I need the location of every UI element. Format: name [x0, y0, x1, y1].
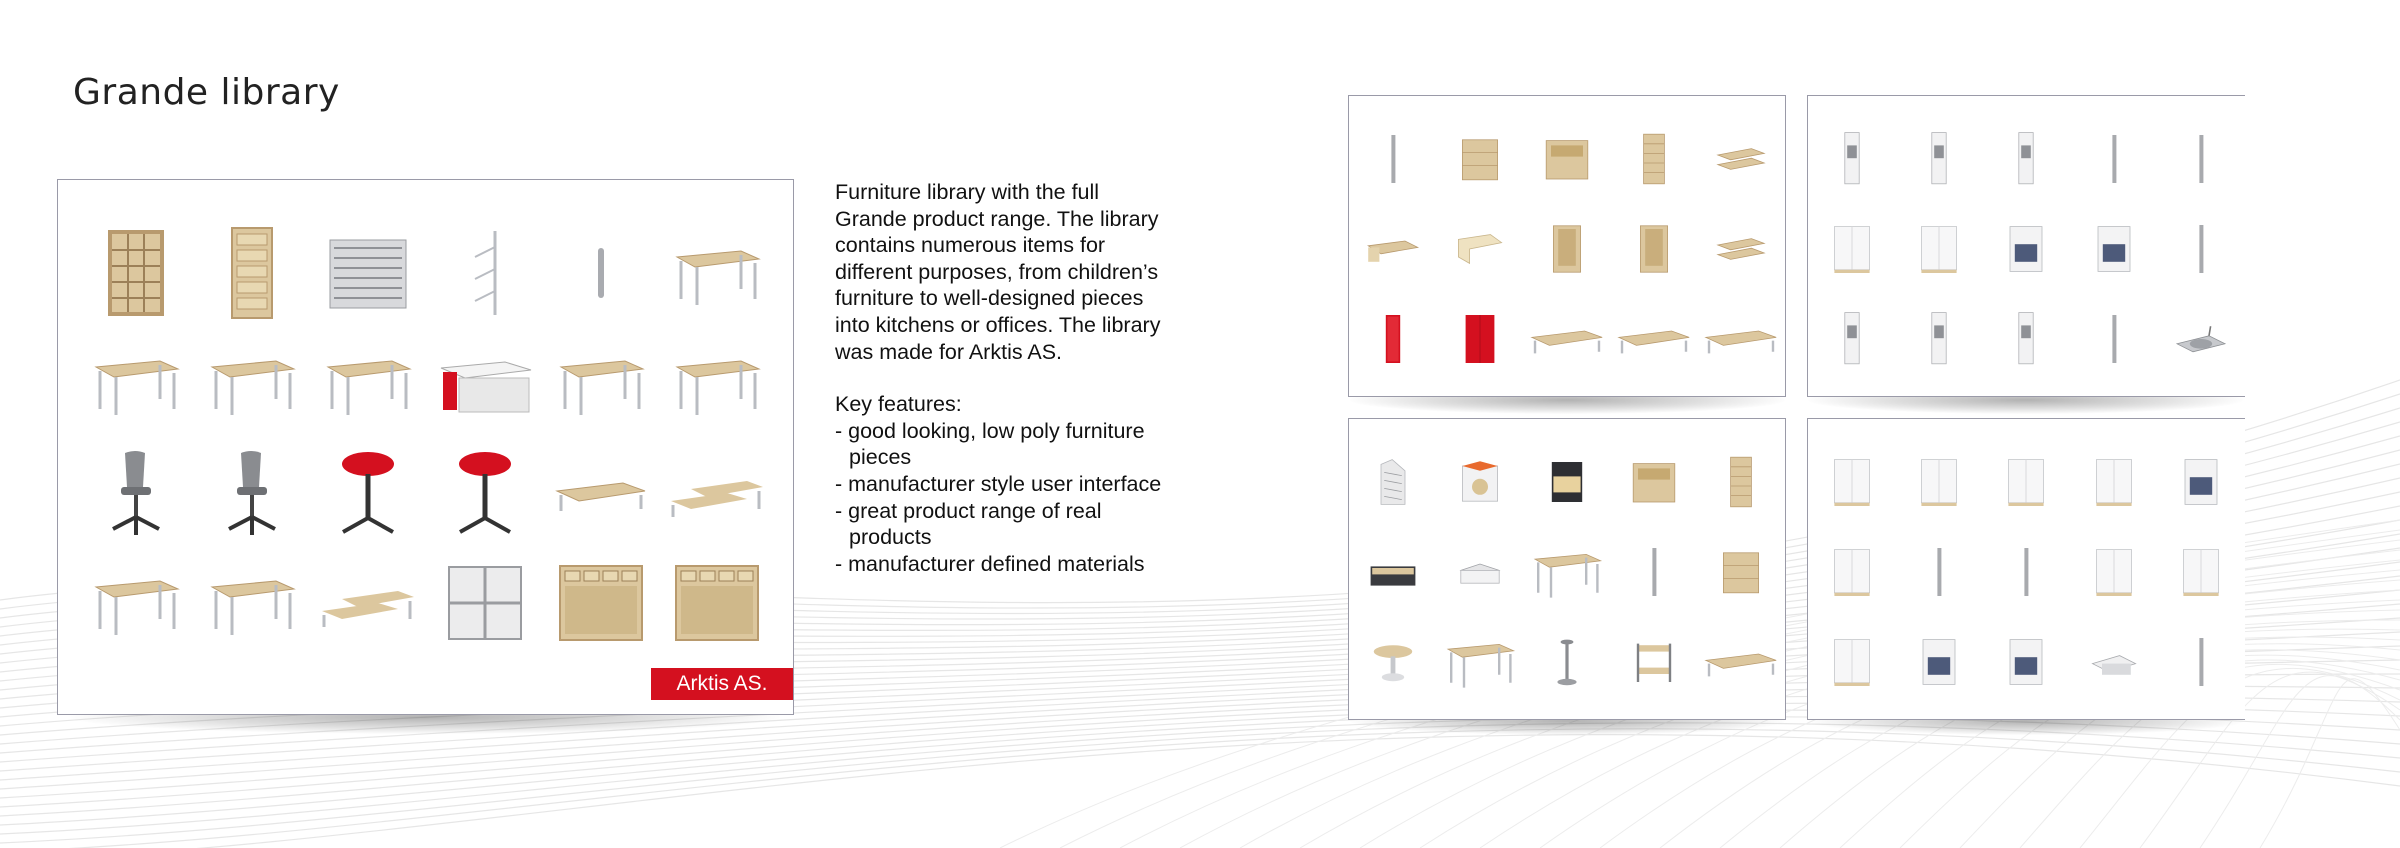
wall-rail-icon	[426, 218, 542, 328]
tall-cabinet-icon	[1895, 294, 1982, 384]
main-library-thumbnail	[57, 179, 794, 715]
post-icon	[2070, 294, 2157, 384]
thumbnail-grid	[1349, 437, 1785, 707]
arktis-brand-label: Arktis AS.	[651, 668, 793, 700]
cube-shelf-icon	[426, 548, 542, 658]
oven-cabinet-icon	[2158, 437, 2245, 527]
feature-item: - manufacturer style user interface	[835, 471, 1162, 496]
wall-shelf-icon	[1698, 204, 1785, 294]
features-heading: Key features:	[835, 392, 962, 417]
post-icon	[1611, 527, 1698, 617]
white-cabinet-icon	[1983, 437, 2070, 527]
tall-cabinet-icon	[1895, 114, 1982, 204]
oven-cabinet-icon	[1895, 617, 1982, 707]
post-icon	[2158, 617, 2245, 707]
white-cabinet-icon	[2158, 527, 2245, 617]
white-cabinet-icon	[2070, 437, 2157, 527]
library-description	[835, 179, 1165, 577]
red-stool-icon	[426, 438, 542, 548]
low-cabinet-icon	[1611, 437, 1698, 527]
desk-icon	[194, 548, 310, 658]
corner-desk-icon	[1349, 204, 1436, 294]
open-box-icon	[2070, 617, 2157, 707]
features-list	[835, 418, 1165, 578]
post-icon	[2070, 114, 2157, 204]
red-stool-icon	[310, 438, 426, 548]
post-icon	[2158, 114, 2245, 204]
white-cabinet-icon	[1895, 204, 1982, 294]
red-cabinet-icon	[1436, 294, 1523, 384]
post-icon	[1349, 114, 1436, 204]
drawer-unit-icon	[1436, 114, 1523, 204]
tall-drawer-cabinet-icon	[194, 218, 310, 328]
thumbnail-panel-2	[1807, 95, 2245, 397]
low-bench-icon	[1349, 527, 1436, 617]
bench-icon	[1611, 294, 1698, 384]
desk-icon	[659, 328, 775, 438]
desk-icon	[310, 328, 426, 438]
thumbnail-panel-1	[1348, 95, 1786, 397]
description-paragraph: Furniture library with the full Grande product range. The library contains numerous items for different purposes, from children’s furniture to well-designed pieces into kitchens or offices. The library was made for Arktis AS.	[835, 180, 1161, 364]
white-cabinet-icon	[1808, 437, 1895, 527]
tall-cabinet-icon	[1983, 294, 2070, 384]
stepped-bench-icon	[659, 438, 775, 548]
wardrobe-icon	[1611, 204, 1698, 294]
red-desk-icon	[426, 328, 542, 438]
post-icon	[2158, 204, 2245, 294]
thumbnail-panel-4	[1807, 418, 2245, 720]
oven-cabinet-icon	[1983, 617, 2070, 707]
tall-cabinet-icon	[1983, 114, 2070, 204]
desk-icon	[1436, 617, 1523, 707]
bookshelf-icon	[1611, 114, 1698, 204]
white-cabinet-icon	[1808, 617, 1895, 707]
shelf-cabinet-icon	[78, 218, 194, 328]
bench-icon	[1698, 294, 1785, 384]
tall-cabinet-icon	[1808, 294, 1895, 384]
sink-icon	[2158, 294, 2245, 384]
panel-icon	[1436, 204, 1523, 294]
drawer-cabinet-icon	[543, 548, 659, 658]
low-cabinet-icon	[1523, 114, 1610, 204]
play-kitchen-icon	[1523, 437, 1610, 527]
desk-icon	[543, 328, 659, 438]
red-locker-icon	[1349, 294, 1436, 384]
tall-cabinet-icon	[1808, 114, 1895, 204]
thumbnail-grid	[1349, 114, 1785, 384]
bench-icon	[1698, 617, 1785, 707]
bookshelf-icon	[1698, 437, 1785, 527]
white-cabinet-icon	[1895, 437, 1982, 527]
drawer-box-icon	[1436, 527, 1523, 617]
white-cabinet-icon	[1808, 204, 1895, 294]
post-icon	[1983, 527, 2070, 617]
stepped-bench-icon	[310, 548, 426, 658]
desk-icon	[1523, 527, 1610, 617]
feature-item: - great product range of real products	[835, 498, 1102, 550]
office-chair-icon	[78, 438, 194, 548]
bench-icon	[1523, 294, 1610, 384]
oven-cabinet-icon	[1983, 204, 2070, 294]
tall-stool-icon	[1523, 617, 1610, 707]
thumbnail-grid	[1808, 437, 2245, 707]
post-icon	[1895, 527, 1982, 617]
thumbnail-grid	[1808, 114, 2245, 384]
wall-handle-icon	[543, 218, 659, 328]
oven-cabinet-icon	[2070, 204, 2157, 294]
desk-icon	[194, 328, 310, 438]
play-cube-icon	[1436, 437, 1523, 527]
wardrobe-icon	[1523, 204, 1610, 294]
white-cabinet-icon	[2070, 527, 2157, 617]
file-shelf-icon	[310, 218, 426, 328]
drawer-unit-icon	[1698, 527, 1785, 617]
feature-item: - good looking, low poly furniture pieces	[835, 418, 1145, 470]
thumbnail-panel-3	[1348, 418, 1786, 720]
white-cabinet-icon	[1808, 527, 1895, 617]
wall-shelf-icon	[1698, 114, 1785, 204]
round-table-icon	[1349, 617, 1436, 707]
main-item-grid	[78, 218, 775, 658]
trolley-icon	[1611, 617, 1698, 707]
desk-icon	[78, 548, 194, 658]
stairs-icon	[1349, 437, 1436, 527]
page-title: Grande library	[73, 72, 340, 113]
desk-icon	[78, 328, 194, 438]
bench-icon	[543, 438, 659, 548]
feature-item: - manufacturer defined materials	[835, 551, 1145, 576]
desk-icon	[659, 218, 775, 328]
office-chair-icon	[194, 438, 310, 548]
drawer-cabinet-icon	[659, 548, 775, 658]
